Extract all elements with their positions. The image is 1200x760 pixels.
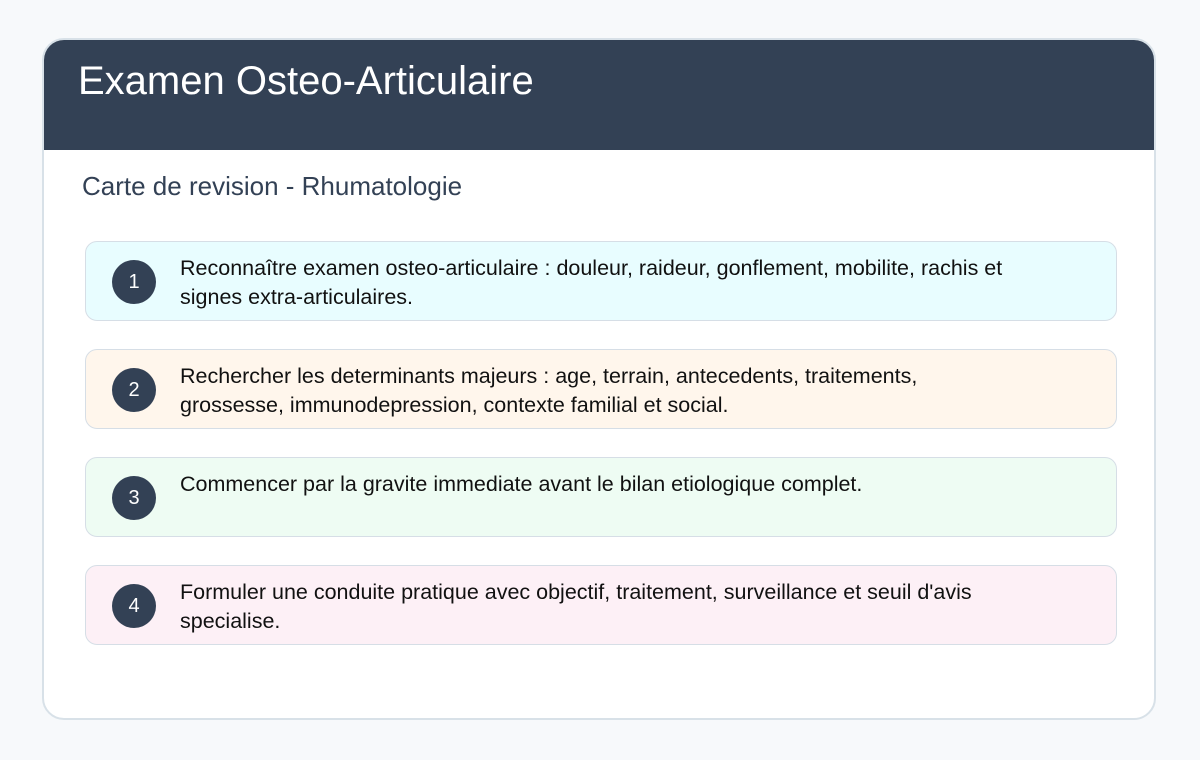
step-text: Commencer par la gravite immediate avant le bilan etiologique complet. [180,472,863,496]
step-number-badge: 4 [112,584,156,628]
card-title: Examen Osteo-Articulaire [78,59,534,103]
card-header [42,38,1156,150]
step-text: Formuler une conduite pratique avec objectif, traitement, surveillance et seuil d'avis specialise. [180,580,972,633]
step-text: Rechercher les determinants majeurs : age, terrain, antecedents, traitements, grossesse, immunodepression, contexte familial et social. [180,364,918,417]
card-subtitle: Carte de revision - Rhumatologie [82,171,463,201]
step-item-2 [85,349,1117,429]
step-item-4 [85,565,1117,645]
step-text: Reconnaître examen osteo-articulaire : douleur, raideur, gonflement, mobilite, rachis et signes extra-articulaires. [180,256,1003,309]
step-number-badge: 3 [112,476,156,520]
step-number-badge: 2 [112,368,156,412]
step-item-1 [85,241,1117,321]
step-number-badge: 1 [112,260,156,304]
step-list [85,241,1117,673]
revision-card [42,38,1156,720]
step-item-3 [85,457,1117,537]
